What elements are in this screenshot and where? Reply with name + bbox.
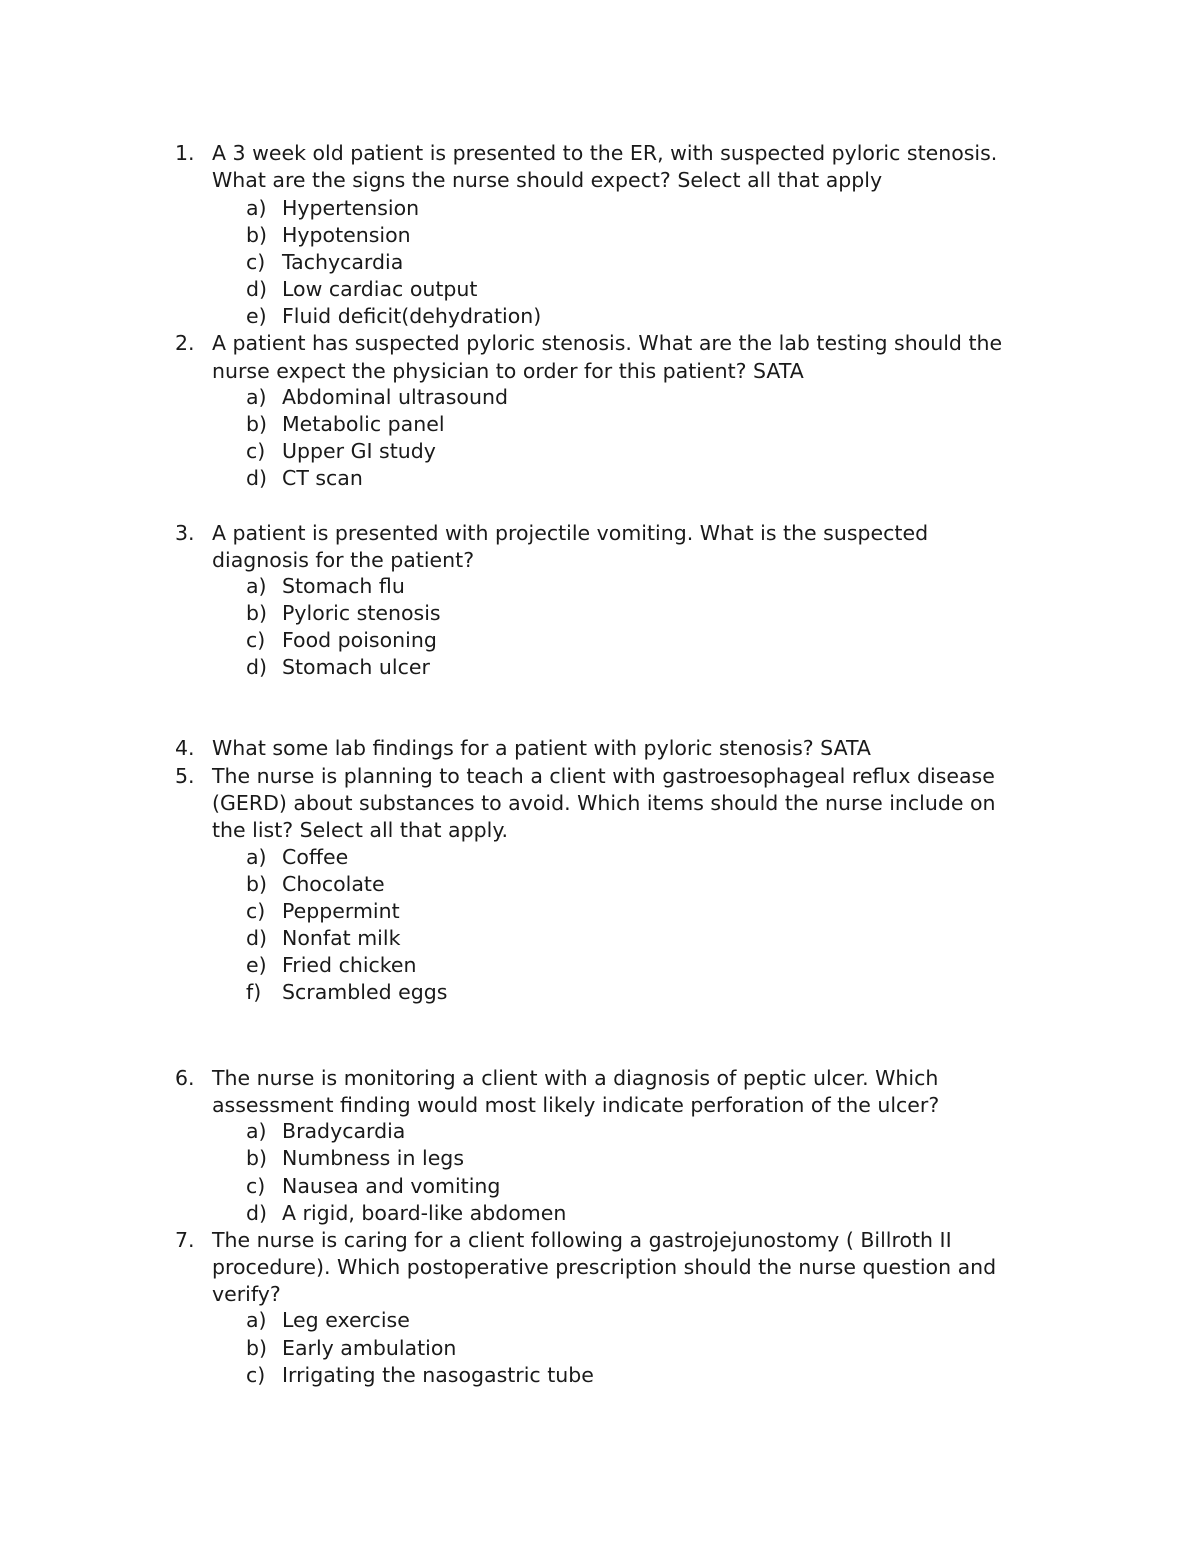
- option-text: Numbness in legs: [282, 1146, 464, 1170]
- answer-option: [0, 195, 1200, 222]
- option-letter: b): [246, 1336, 268, 1360]
- option-text: Food poisoning: [282, 628, 437, 652]
- question-line: [0, 1281, 1200, 1308]
- question-number: 5.: [175, 764, 195, 788]
- question-text: assessment finding would most likely indicate perforation of the ulcer?: [212, 1093, 940, 1117]
- option-text: Scrambled eggs: [282, 980, 448, 1004]
- option-text: Early ambulation: [282, 1336, 457, 1360]
- answer-option: [0, 600, 1200, 627]
- option-text: Coffee: [282, 845, 349, 869]
- option-letter: a): [246, 1119, 267, 1143]
- answer-option: [0, 627, 1200, 654]
- option-text: Upper GI study: [282, 439, 436, 463]
- option-letter: c): [246, 1363, 266, 1387]
- answer-option: [0, 573, 1200, 600]
- answer-option: [0, 1200, 1200, 1227]
- option-letter: c): [246, 899, 266, 923]
- answer-option: [0, 222, 1200, 249]
- question-text: verify?: [212, 1282, 281, 1306]
- option-text: CT scan: [282, 466, 363, 490]
- option-text: Fluid deficit(dehydration): [282, 304, 542, 328]
- question-number: 6.: [175, 1066, 195, 1090]
- question-text: the list? Select all that apply.: [212, 818, 509, 842]
- question-text: A 3 week old patient is presented to the ER, with suspected pyloric stenosis.: [212, 141, 998, 165]
- answer-option: [0, 844, 1200, 871]
- option-text: Fried chicken: [282, 953, 417, 977]
- question-line: [0, 790, 1200, 817]
- option-letter: b): [246, 872, 268, 896]
- question-text: The nurse is caring for a client following a gastrojejunostomy ( Billroth II: [212, 1228, 952, 1252]
- answer-option: [0, 465, 1200, 492]
- answer-option: [0, 654, 1200, 681]
- answer-option: [0, 303, 1200, 330]
- option-letter: b): [246, 1146, 268, 1170]
- answer-option: [0, 1145, 1200, 1172]
- question-text: A patient has suspected pyloric stenosis. What are the lab testing should the: [212, 331, 1003, 355]
- option-text: Stomach flu: [282, 574, 405, 598]
- question-text: nurse expect the physician to order for this patient? SATA: [212, 359, 804, 383]
- answer-option: [0, 925, 1200, 952]
- question-line: [0, 520, 1200, 547]
- question-line: [0, 547, 1200, 574]
- option-text: Hypertension: [282, 196, 420, 220]
- answer-option: [0, 1362, 1200, 1389]
- answer-option: [0, 276, 1200, 303]
- option-text: Nonfat milk: [282, 926, 401, 950]
- option-letter: e): [246, 304, 267, 328]
- option-letter: a): [246, 845, 267, 869]
- question-line: [0, 140, 1200, 167]
- option-letter: f): [246, 980, 262, 1004]
- option-text: Bradycardia: [282, 1119, 406, 1143]
- question-line: [0, 1092, 1200, 1119]
- answer-option: [0, 384, 1200, 411]
- question-line: [0, 1065, 1200, 1092]
- answer-option: [0, 1173, 1200, 1200]
- option-letter: c): [246, 1174, 266, 1198]
- question-text: What some lab findings for a patient with pyloric stenosis? SATA: [212, 736, 871, 760]
- option-letter: d): [246, 466, 268, 490]
- question-number: 2.: [175, 331, 195, 355]
- option-letter: b): [246, 412, 268, 436]
- option-letter: a): [246, 196, 267, 220]
- question-number: 4.: [175, 736, 195, 760]
- option-letter: d): [246, 277, 268, 301]
- option-text: Nausea and vomiting: [282, 1174, 501, 1198]
- answer-option: [0, 1307, 1200, 1334]
- option-letter: a): [246, 574, 267, 598]
- option-letter: d): [246, 926, 268, 950]
- option-text: Abdominal ultrasound: [282, 385, 508, 409]
- answer-option: [0, 249, 1200, 276]
- option-text: Pyloric stenosis: [282, 601, 441, 625]
- option-text: Hypotension: [282, 223, 411, 247]
- option-letter: d): [246, 1201, 268, 1225]
- option-text: Irrigating the nasogastric tube: [282, 1363, 594, 1387]
- answer-option: [0, 979, 1200, 1006]
- answer-option: [0, 1335, 1200, 1362]
- question-text: What are the signs the nurse should expect? Select all that apply: [212, 168, 883, 192]
- question-line: [0, 763, 1200, 790]
- option-letter: c): [246, 628, 266, 652]
- question-number: 7.: [175, 1228, 195, 1252]
- question-text: A patient is presented with projectile vomiting. What is the suspected: [212, 521, 929, 545]
- option-text: A rigid, board-like abdomen: [282, 1201, 567, 1225]
- question-text: (GERD) about substances to avoid. Which items should the nurse include on: [212, 791, 996, 815]
- option-text: Stomach ulcer: [282, 655, 430, 679]
- option-text: Peppermint: [282, 899, 400, 923]
- question-line: [0, 167, 1200, 194]
- question-line: [0, 817, 1200, 844]
- option-text: Chocolate: [282, 872, 385, 896]
- option-letter: b): [246, 601, 268, 625]
- option-text: Tachycardia: [282, 250, 404, 274]
- question-number: 3.: [175, 521, 195, 545]
- option-letter: e): [246, 953, 267, 977]
- answer-option: [0, 871, 1200, 898]
- option-letter: d): [246, 655, 268, 679]
- question-text: procedure). Which postoperative prescription should the nurse question and: [212, 1255, 997, 1279]
- option-letter: a): [246, 385, 267, 409]
- option-text: Low cardiac output: [282, 277, 478, 301]
- answer-option: [0, 952, 1200, 979]
- question-line: [0, 330, 1200, 357]
- option-text: Metabolic panel: [282, 412, 445, 436]
- answer-option: [0, 1118, 1200, 1145]
- option-letter: c): [246, 439, 266, 463]
- option-letter: c): [246, 250, 266, 274]
- question-text: The nurse is planning to teach a client with gastroesophageal reflux disease: [212, 764, 995, 788]
- question-line: [0, 358, 1200, 385]
- answer-option: [0, 411, 1200, 438]
- question-text: The nurse is monitoring a client with a diagnosis of peptic ulcer. Which: [212, 1066, 939, 1090]
- option-letter: a): [246, 1308, 267, 1332]
- answer-option: [0, 438, 1200, 465]
- question-text: diagnosis for the patient?: [212, 548, 475, 572]
- answer-option: [0, 898, 1200, 925]
- question-line: [0, 1254, 1200, 1281]
- question-line: [0, 735, 1200, 762]
- question-line: [0, 1227, 1200, 1254]
- option-letter: b): [246, 223, 268, 247]
- question-number: 1.: [175, 141, 195, 165]
- option-text: Leg exercise: [282, 1308, 410, 1332]
